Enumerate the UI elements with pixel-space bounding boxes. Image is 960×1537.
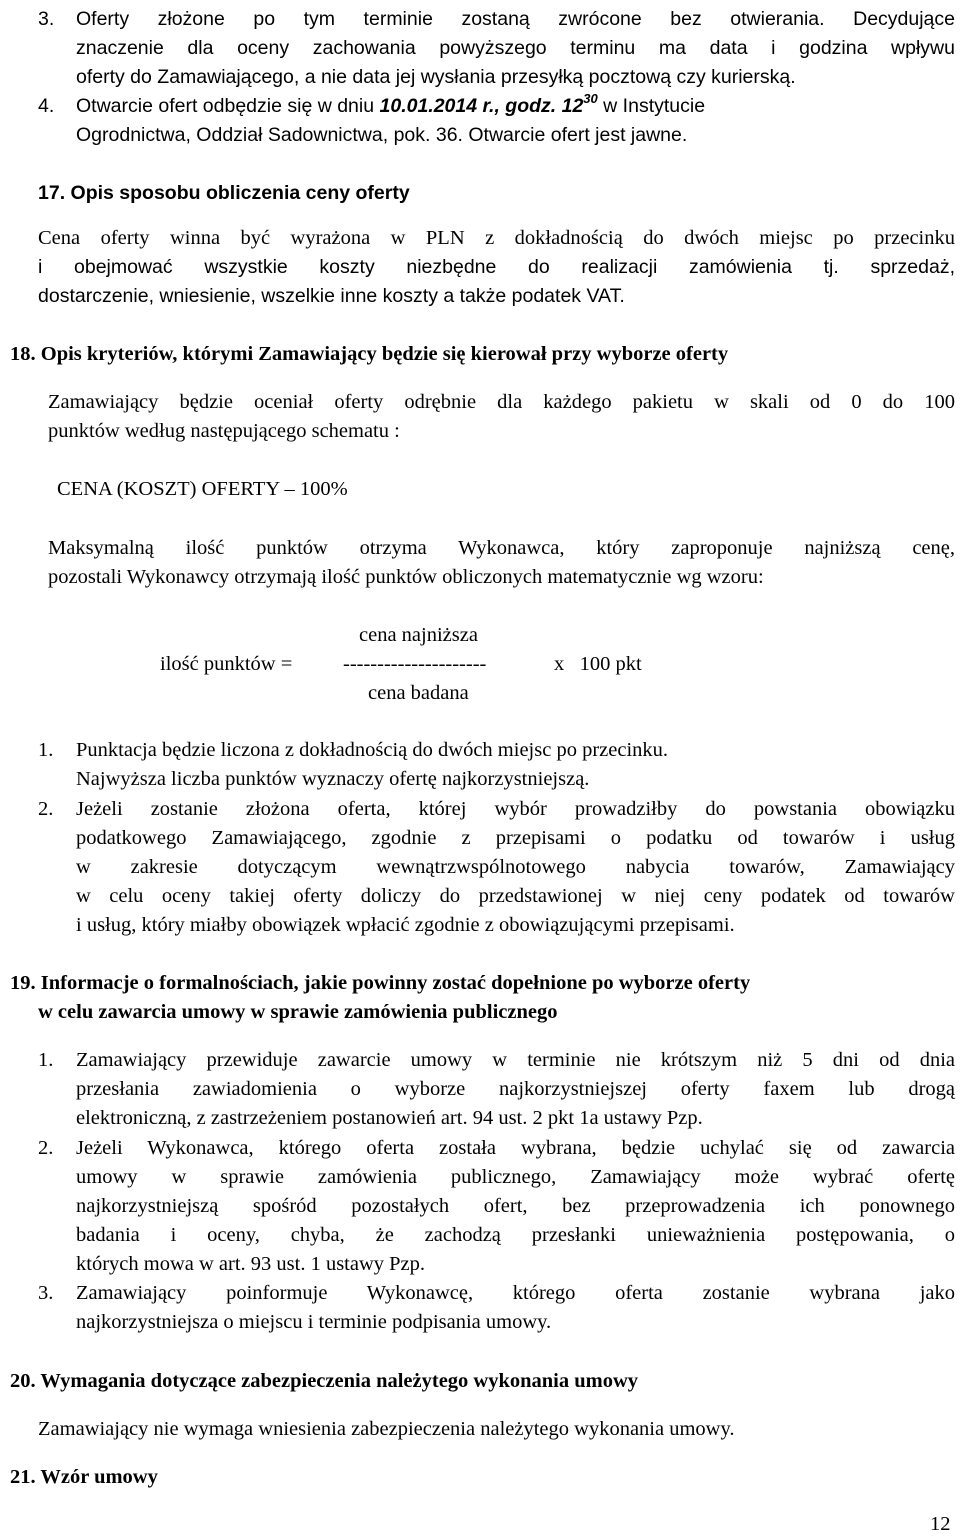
formula-numerator: cena najniższa (359, 624, 478, 646)
section-21-heading: 21. Wzór umowy (10, 1466, 158, 1488)
paragraph-line: pozostali Wykonawcy otrzymają ilość punktów obliczonych matematycznie wg wzoru: (48, 566, 764, 588)
list-line: w celu oceny takiej oferty doliczy do przedstawionej w niej ceny podatek od towarów (76, 885, 955, 907)
list-line: przesłania zawiadomienia o wyborze najkorzystniejszej oferty faxem lub drogą (76, 1078, 955, 1100)
section-19-heading: 19. Informacje o formalnościach, jakie powinny zostać dopełnione po wyborze oferty (10, 972, 751, 994)
list-line: Punktacja będzie liczona z dokładnością do dwóch miejsc po przecinku. (76, 739, 669, 761)
list-number: 3. (38, 1282, 54, 1304)
section-17-heading: 17. Opis sposobu obliczenia ceny oferty (38, 182, 410, 204)
list-number: 1. (38, 739, 54, 761)
formula-lhs: ilość punktów = (160, 653, 293, 675)
opening-minutes: 30 (583, 90, 598, 106)
list-line: badania i oceny, chyba, że zachodzą przesłanki unieważnienia postępowania, o (76, 1224, 955, 1246)
page-number: 12 (930, 1513, 951, 1535)
list-number: 1. (38, 1049, 54, 1071)
paragraph-line: Zamawiający będzie oceniał oferty odrębnie dla każdego pakietu w skali od 0 do 100 (48, 391, 955, 413)
section-20-heading: 20. Wymagania dotyczące zabezpieczenia należytego wykonania umowy (10, 1370, 639, 1392)
list-line: najkorzystniejszą spośród pozostałych ofert, bez przeprowadzenia ich ponownego (76, 1195, 955, 1217)
paragraph-line: Zamawiający nie wymaga wniesienia zabezpieczenia należytego wykonania umowy. (38, 1418, 735, 1440)
list-line: których mowa w art. 93 ust. 1 ustawy Pzp. (76, 1253, 426, 1275)
opening-date-line (76, 90, 706, 119)
opening-text: Otwarcie ofert odbędzie się w dniu (76, 95, 380, 117)
paragraph-line: Oferty złożone po tym terminie zostaną zwrócone bez otwierania. Decydujące (76, 8, 955, 30)
paragraph-line: Ogrodnictwa, Oddział Sadownictwa, pok. 36. Otwarcie ofert jest jawne. (76, 124, 688, 146)
opening-date: 10.01.2014 r., godz. 12 (379, 95, 584, 117)
item-number: 4. (38, 95, 55, 117)
paragraph-line: znaczenie dla oceny zachowania powyższego terminu ma data i godzina wpływu (76, 37, 955, 59)
paragraph-line: punktów według następującego schematu : (48, 420, 400, 442)
list-line: w zakresie dotyczącym wewnątrzwspólnotowego nabycia towarów, Zamawiający (76, 856, 955, 878)
opening-place: w Instytucie (597, 95, 706, 117)
item-number: 3. (38, 8, 55, 30)
paragraph-line: oferty do Zamawiającego, a nie data jej wysłania przesyłką pocztową czy kurierską. (76, 66, 796, 88)
list-line: najkorzystniejsza o miejscu i terminie podpisania umowy. (76, 1311, 552, 1333)
list-number: 2. (38, 1137, 54, 1159)
paragraph-line: Maksymalną ilość punktów otrzyma Wykonawca, który zaproponuje najniższą cenę, (48, 537, 955, 559)
list-line: Jeżeli Wykonawca, którego oferta została wybrana, będzie uchylać się od zawarcia (76, 1137, 955, 1159)
formula-denominator: cena badana (368, 682, 469, 704)
paragraph-line: i obejmować wszystkie koszty niezbędne do realizacji zamówienia tj. sprzedaż, (38, 256, 955, 278)
list-line: i usług, który miałby obowiązek wpłacić zgodnie z obowiązującymi przepisami. (76, 914, 735, 936)
formula-rhs: x 100 pkt (554, 653, 642, 675)
list-line: Jeżeli zostanie złożona oferta, której wybór prowadziłby do powstania obowiązku (76, 798, 955, 820)
list-line: podatkowego Zamawiającego, zgodnie z przepisami o podatku od towarów i usług (76, 827, 955, 849)
section-19-heading-cont: w celu zawarcia umowy w sprawie zamówienia publicznego (38, 1001, 558, 1023)
formula-bar: --------------------- (343, 653, 487, 675)
list-line: umowy w sprawie zamówienia publicznego, Zamawiający może wybrać ofertę (76, 1166, 955, 1188)
list-line: elektroniczną, z zastrzeżeniem postanowień art. 94 ust. 2 pkt 1a ustawy Pzp. (76, 1107, 703, 1129)
paragraph-line: Cena oferty winna być wyrażona w PLN z dokładnością do dwóch miejsc po przecinku (38, 227, 955, 249)
list-line: Zamawiający przewiduje zawarcie umowy w terminie nie krótszym niż 5 dni od dnia (76, 1049, 955, 1071)
section-18-heading: 18. Opis kryteriów, którymi Zamawiający będzie się kierował przy wyborze oferty (10, 343, 729, 365)
list-line: Najwyższa liczba punktów wyznaczy ofertę najkorzystniejszą. (76, 768, 590, 790)
list-line: Zamawiający poinformuje Wykonawcę, którego oferta zostanie wybrana jako (76, 1282, 955, 1304)
list-number: 2. (38, 798, 54, 820)
paragraph-line: dostarczenie, wniesienie, wszelkie inne koszty a także podatek VAT. (38, 285, 625, 307)
criterion-line: CENA (KOSZT) OFERTY – 100% (57, 478, 348, 500)
